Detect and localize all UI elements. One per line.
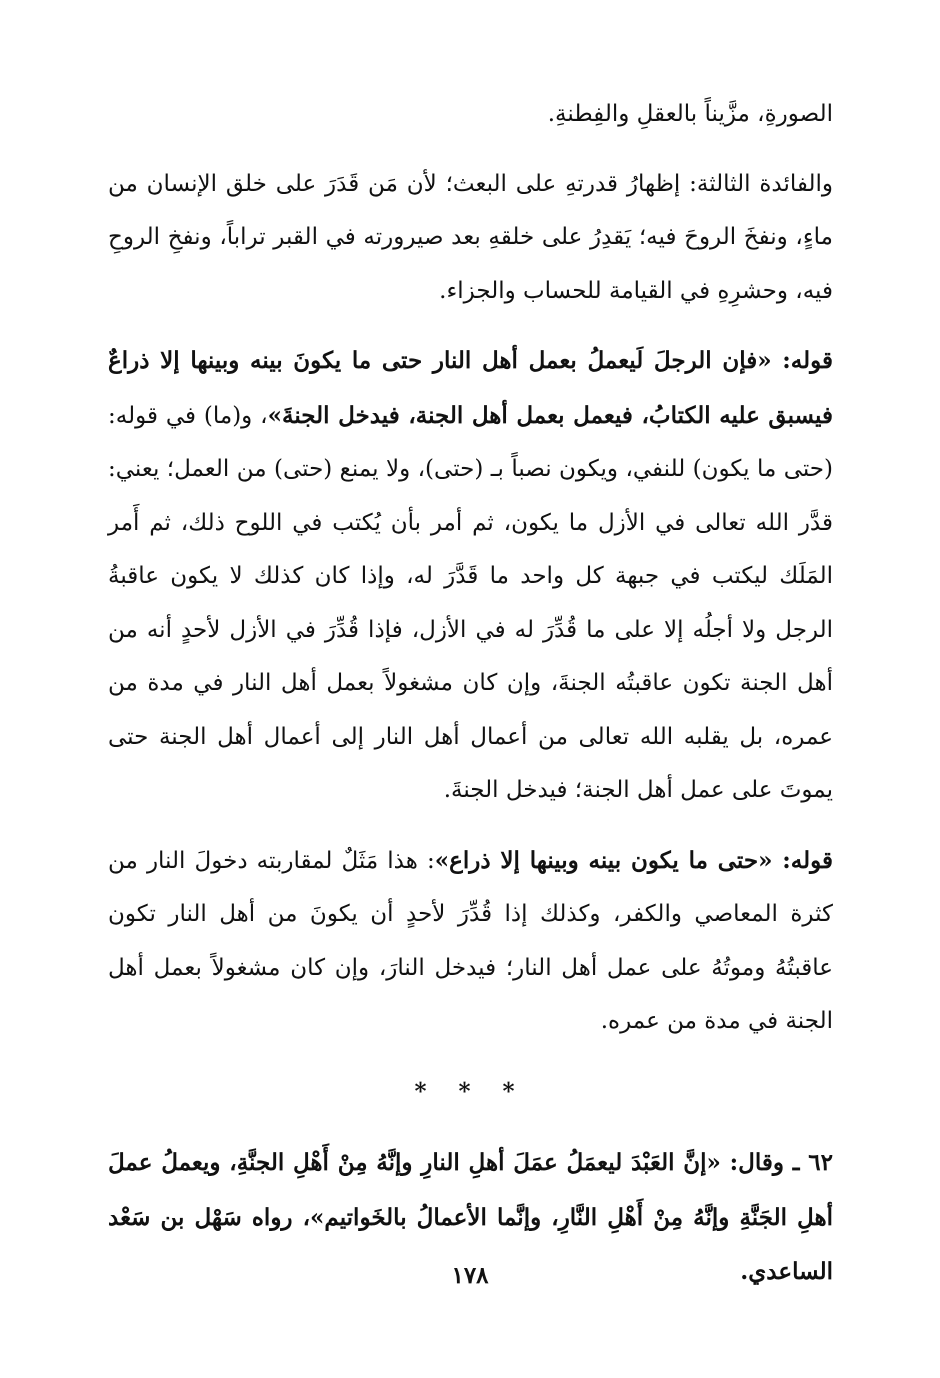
commentary-text: ، و(ما) في قوله: (حتى ما يكون) للنفي، ويكون نصباً بـ (حتى)، ولا يمنع (حتى) من العمل؛ يعني: قدَّر الله تعالى في الأزل ما يكون، ثم أمر بأن يُكتب في اللوح ذلك، ثم أَمر المَلَك ليكتب في جبهة كل واحد ما قَدَّرَ له، وإذا كان كذلك لا يكون عاقبةُ الرجل ولا أجلُه إلا على ما قُدِّرَ له في الأزل، فإذا قُدِّرَ في الأزل لأحدٍ أنه من أهل الجنة تكون عاقبتُه الجنةَ، وإن كان مشغولاً بعمل أهل النار في مدة من عمره، بل يقلبه الله تعالى من أعمال أهل النار إلى أعمال أهل الجنة حتى يموتَ على عمل أهل الجنة؛ فيدخل الجنةَ.	[108, 402, 833, 803]
commentary-paragraph-2	[108, 834, 833, 1049]
commentary-paragraph-1	[108, 334, 833, 818]
commentary-label: قوله:	[771, 347, 833, 374]
paragraph-2	[108, 158, 833, 319]
page-body	[108, 88, 833, 1300]
hadith-number: ٦٢ ـ	[784, 1149, 833, 1176]
commentary-text: : هذا مَثَلٌ لمقاربته دخولَ النار من كثرة المعاصي والكفر، وكذلك إذا قُدِّرَ لأحدٍ أن يكونَ من أهل النار تكون عاقبتُهُ وموتُهُ على عمل أهل النار؛ فيدخل النارَ، وإن كان مشغولاً بعمل أهل الجنة في مدة من عمره.	[108, 847, 833, 1034]
paragraph-1	[108, 88, 833, 142]
paragraph-2-text: والفائدة الثالثة: إظهارُ قدرتهِ على البعث؛ لأن مَن قَدَرَ على خلق الإنسان من ماءٍ، ونفخَ الروحَ فيه؛ يَقدِرُ على خلقهِ بعد صيرورته في القبر تراباً، ونفخِ الروحِ فيه، وحشرِهِ في القيامة للحساب والجزاء.	[108, 170, 833, 304]
page-number: ١٧٨	[451, 1262, 489, 1289]
paragraph-1-text: الصورةِ، مزَّيناً بالعقلِ والفِطنةِ.	[547, 101, 833, 127]
hadith-quote: «فإن الرجلَ لَيعملُ بعمل أهل النار حتى ما يكونَ بينه وبينها إلا ذراعٌ فيسبق عليه الكتابُ، فيعمل بعمل أهل الجنة، فيدخل الجنةَ»	[108, 347, 833, 429]
hadith-source: ، رواه سَهْل بن سَعْد الساعدي.	[108, 1203, 833, 1285]
hadith-intro: وقال:	[720, 1149, 784, 1176]
commentary-label: قوله:	[772, 846, 833, 874]
section-separator: * * *	[414, 1077, 527, 1105]
hadith-text: «إنَّ العَبْدَ ليعمَلُ عمَلَ أهلِ النارِ وإنَّهُ مِنْ أَهْلِ الجنَّةِ، ويعملُ عملَ أهلِ الجَنَّةِ وإنَّهُ مِنْ أَهْلِ النَّارِ، وإنَّما الأعمالُ بالخَواتيم»	[108, 1149, 833, 1231]
hadith-quote: «حتى ما يكون بينه وبينها إلا ذراع»	[434, 846, 773, 874]
